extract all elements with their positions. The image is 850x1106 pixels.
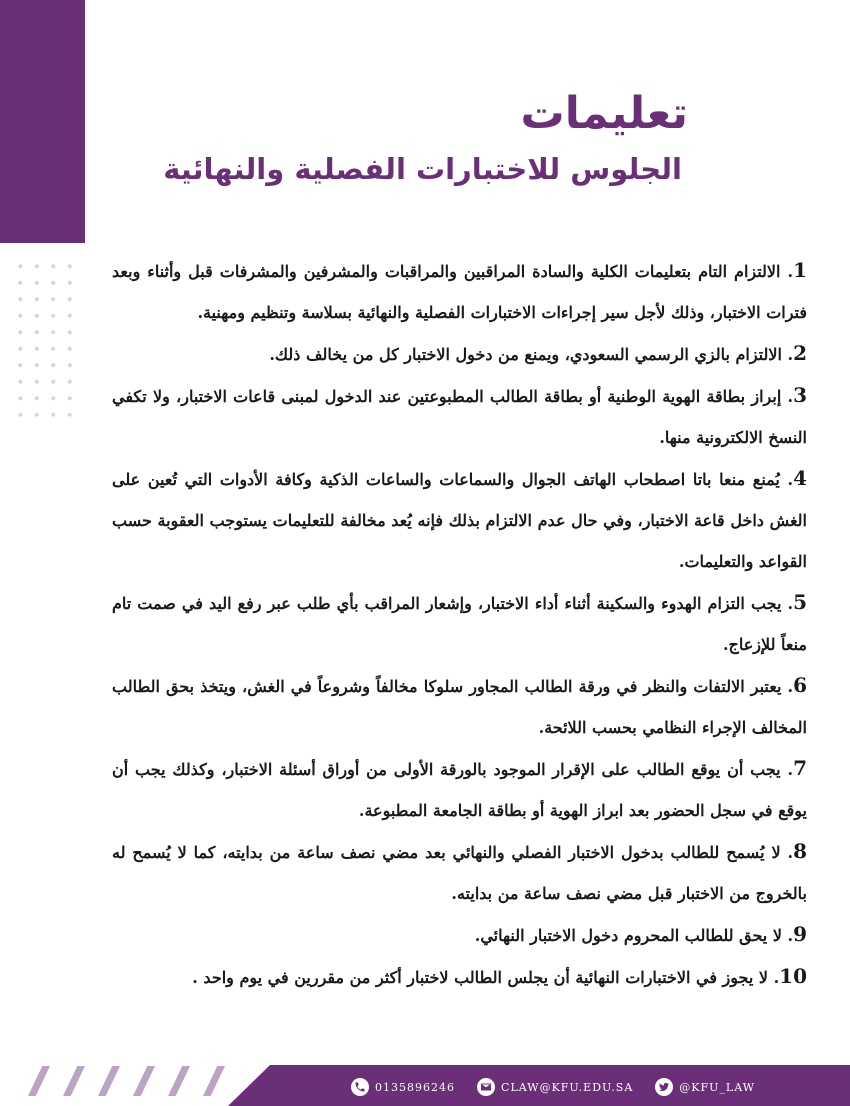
rule-text: . لا يُسمح للطالب بدخول الاختبار الفصلي والنهائي بعد مضي نصف ساعة من بدايته، كما لا يُسمح له بالخروج من الاختبار قبل مضي نصف ساعة من بدايته. xyxy=(112,843,807,903)
decorative-side-bar xyxy=(0,0,85,243)
rules-list xyxy=(112,250,807,998)
decorative-dot-grid xyxy=(12,258,78,424)
rule-number: 10 xyxy=(779,964,807,988)
stripe xyxy=(168,1066,190,1096)
stripe xyxy=(28,1066,50,1096)
rule-number: 6 xyxy=(793,673,807,697)
twitter-icon xyxy=(655,1078,673,1096)
rule-item xyxy=(112,831,807,914)
rule-item xyxy=(112,956,807,998)
rule-number: 5 xyxy=(793,590,807,614)
email-contact[interactable] xyxy=(477,1078,633,1096)
rule-item xyxy=(112,250,807,333)
rule-text: . يُمنع منعا باتا اصطحاب الهاتف الجوال والسماعات والساعات الذكية وكافة الأدوات التي تُعين على الغش داخل قاعة الاختبار، وفي حال عدم الالتزام بذلك فإنه يُعد مخالفة للتعليمات يستوجب العقوبة حسب القواعد والتعليمات. xyxy=(112,470,808,571)
rule-text: . لا يجوز في الاختبارات النهائية أن يجلس الطالب لاختبار أكثر من مقررين في يوم واحد . xyxy=(192,968,780,987)
rule-number: 9 xyxy=(793,922,807,946)
rule-item xyxy=(112,914,807,956)
page-subtitle: الجلوس للاختبارات الفصلية والنهائية xyxy=(163,152,682,186)
footer-contacts xyxy=(351,1078,755,1096)
phone-contact[interactable] xyxy=(351,1078,455,1096)
rule-text: . الالتزام بالزي الرسمي السعودي، ويمنع من دخول الاختبار كل من يخالف ذلك. xyxy=(269,345,794,364)
rule-text: . يعتبر الالتفات والنظر في ورقة الطالب المجاور سلوكا مخالفاً وشروعاً في الغش، ويتخذ بحق الطالب المخالف الإجراء النظامي بحسب اللائحة. xyxy=(112,677,807,737)
phone-number: 0135896246 xyxy=(375,1080,456,1094)
rule-number: 1 xyxy=(793,258,807,282)
rule-item xyxy=(112,582,807,665)
phone-icon xyxy=(351,1078,369,1096)
rule-text: . لا يحق للطالب المحروم دخول الاختبار النهائي. xyxy=(474,926,794,945)
decorative-stripes xyxy=(28,1066,225,1096)
rule-number: 4 xyxy=(793,466,807,490)
stripe xyxy=(63,1066,85,1096)
rule-item xyxy=(112,458,807,582)
rule-text: . إبراز بطاقة الهوية الوطنية أو بطاقة الطالب المطبوعتين عند الدخول لمبنى قاعات الاختبار، ولا تكفي النسخ الالكترونية منها. xyxy=(112,387,807,447)
rule-number: 7 xyxy=(793,756,807,780)
rule-text: . الالتزام التام بتعليمات الكلية والسادة المراقبين والمراقبات والمشرفين والمشرفات قبل وأثناء وبعد فترات الاختبار، وذلك لأجل سير إجراءات الاختبارات الفصلية والنهائية بسلاسة وتنظيم ومهنية. xyxy=(112,262,807,322)
stripe xyxy=(133,1066,155,1096)
stripe xyxy=(203,1066,225,1096)
rule-item xyxy=(112,333,807,375)
twitter-handle: @KFU_LAW xyxy=(679,1080,755,1094)
email-icon xyxy=(477,1078,495,1096)
page-title: تعليمات xyxy=(520,88,688,139)
twitter-contact[interactable] xyxy=(655,1078,755,1096)
rule-item xyxy=(112,748,807,831)
rule-text: . يجب أن يوقع الطالب على الإقرار الموجود بالورقة الأولى من أوراق أسئلة الاختبار، وكذلك يجب أن يوقع في سجل الحضور بعد ابراز الهوية أو بطاقة الجامعة المطبوعة. xyxy=(112,760,807,820)
rule-item xyxy=(112,665,807,748)
rule-item xyxy=(112,375,807,458)
rule-number: 8 xyxy=(793,839,808,863)
rule-number: 2 xyxy=(793,341,807,365)
stripe xyxy=(98,1066,120,1096)
rule-text: . يجب التزام الهدوء والسكينة أثناء أداء الاختبار، وإشعار المراقب بأي طلب عبر رفع اليد في صمت تام منعاً للإزعاج. xyxy=(112,594,807,654)
email-address: CLAW@KFU.EDU.SA xyxy=(501,1080,634,1094)
rule-number: 3 xyxy=(793,383,808,407)
